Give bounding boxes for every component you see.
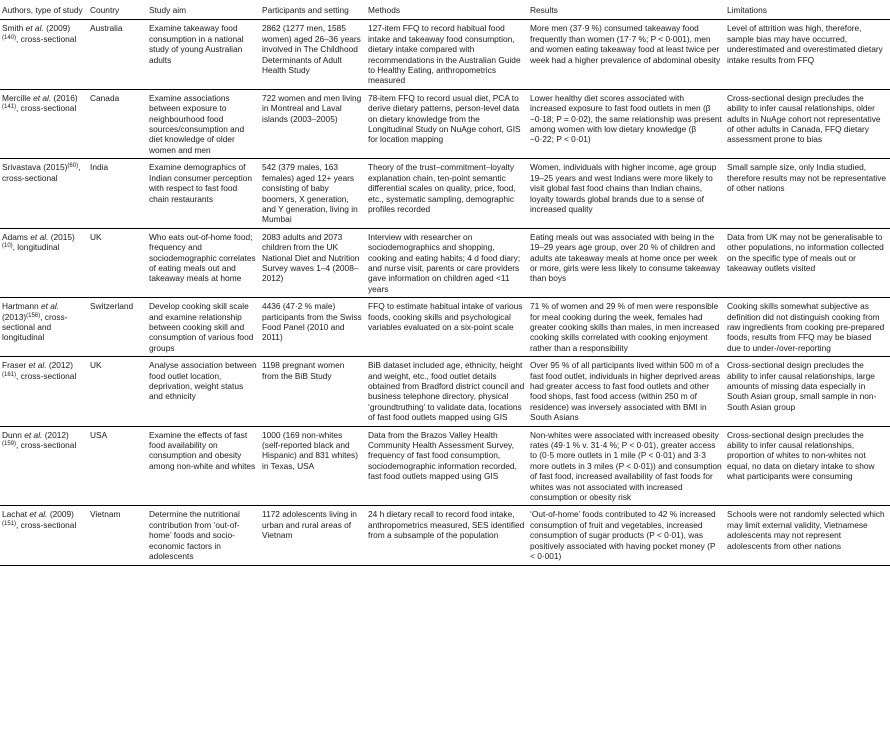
cell-participants: 722 women and men living in Montreal and Laval islands (2003–2005) [260, 89, 366, 158]
cell-limitations: Schools were not randomly selected which may limit external validity, Vietnamese adolescents may not represent adolescents from other nations [725, 506, 890, 565]
cell-limitations: Level of attrition was high, therefore, sample bias may have occurred, underestimated and overestimated dietary intake results from FFQ [725, 20, 890, 89]
cell-country: USA [88, 426, 147, 506]
study-design: , cross-sectional [16, 103, 77, 114]
cell-study-aim: Who eats out-of-home food; frequency and sociodemographic correlates of eating meals out and takeaway meals at home [147, 228, 260, 297]
cell-authors [0, 89, 88, 158]
table-header [0, 3, 890, 20]
author-etal: et al. [29, 509, 48, 520]
cell-country: India [88, 159, 147, 228]
study-year: (2013) [2, 311, 27, 322]
cell-authors [0, 357, 88, 426]
author-etal: et al. [30, 231, 49, 242]
cell-results: Over 95 % of all participants lived within 500 m of a fast food outlet, individuals in higher deprived areas had greater access to fast food outlets and other food shops, fast food access (within 250 m of residence) was inversely associated with BMI in South Asians [528, 357, 725, 426]
cell-methods: Data from the Brazos Valley Health Community Health Assessment Survey, frequency of fast food consumption, sociodemographic information recorded, fast food outlets mapped using GIS [366, 426, 528, 506]
cell-authors [0, 159, 88, 228]
author-etal: et al. [25, 23, 44, 34]
cell-participants: 542 (379 males, 163 females) aged 12+ years consisting of baby boomers, X generation, and Y generation, living in Mumbai [260, 159, 366, 228]
cell-methods: BiB dataset included age, ethnicity, height and weight, etc., food outlet details obtained from Bradford district council and business telephone directory, physical ‘groundtruthing’ to validate data, locations of fast food outlets mapped using GIS [366, 357, 528, 426]
cell-country: Vietnam [88, 506, 147, 565]
author-name: Adams [2, 231, 28, 242]
study-design: , cross-sectional and longitudinal [2, 311, 68, 343]
cell-participants: 1000 (169 non-whites (self-reported black and Hispanic) and 831 whites) in Texas, USA [260, 426, 366, 506]
header-row [0, 3, 890, 20]
author-etal: et al. [28, 360, 47, 371]
cell-results: ‘Out-of-home’ foods contributed to 42 % increased consumption of fruit and vegetables, increased consumption of sugar products (P < 0·01), was positively associated with having pocket money (P < 0·001) [528, 506, 725, 565]
study-design: , cross-sectional [2, 162, 81, 183]
cell-methods: Theory of the trust–commitment–loyalty explanation chain, ten-point semantic differential scales on quality, price, food, etc., systematic sampling, demographic profiles recorded [366, 159, 528, 228]
study-year: (2012) [48, 360, 73, 371]
table-row [0, 298, 890, 357]
cell-authors [0, 506, 88, 565]
study-design: , longitudinal [12, 242, 60, 253]
reference-number: (141) [2, 104, 17, 111]
author-name: Lachat [2, 509, 28, 520]
header-country: Country [88, 3, 147, 20]
study-year: (2009) [46, 23, 71, 34]
author-name: Fraser [2, 360, 27, 371]
cell-methods: 78-item FFQ to record usual diet, PCA to derive dietary patterns, person-level data on dietary knowledge from the Longitudinal Study on NuAge cohort, GIS for location mapping [366, 89, 528, 158]
table-row [0, 426, 890, 506]
cell-study-aim: Examine takeaway food consumption in a national study of young Australian adults [147, 20, 260, 89]
cell-study-aim: Analyse association between food outlet location, deprivation, weight status and ethnicity [147, 357, 260, 426]
cell-participants: 1172 adolescents living in urban and rural areas of Vietnam [260, 506, 366, 565]
cell-limitations: Cooking skills somewhat subjective as definition did not distinguish cooking from raw ingredients from cooking pre-prepared foods, results from FFQ may be biased due to under-/over-reporting [725, 298, 890, 357]
cell-study-aim: Examine demographics of Indian consumer perception with respect to fast food chain restaurants [147, 159, 260, 228]
table-row [0, 506, 890, 565]
cell-limitations: Small sample size, only India studied, therefore results may not be representative of other nations [725, 159, 890, 228]
study-year: (2016) [53, 92, 78, 103]
reference-number: (60) [67, 163, 79, 170]
cell-results: 71 % of women and 29 % of men were responsible for meal cooking during the week, females had greater cooking skills than males, in men increased cooking skills correlated with cooking enjoyment rather than a responsibility [528, 298, 725, 357]
cell-results: Women, individuals with higher income, age group 19–25 years and west Indians were more likely to visit global fast food chains than Indian chains, loyalty towards global brands due to a sense of increased quality [528, 159, 725, 228]
header-participants: Participants and setting [260, 3, 366, 20]
cell-study-aim: Examine associations between exposure to neighbourhood food sources/consumption and diet knowledge of older women and men [147, 89, 260, 158]
study-design: , cross-sectional [16, 519, 77, 530]
header-authors: Authors, type of study [0, 3, 88, 20]
cell-authors [0, 298, 88, 357]
reference-number: (151) [2, 520, 17, 527]
cell-limitations: Data from UK may not be generalisable to other populations, no information collected on the specific type of meals out or takeaway outlets visited [725, 228, 890, 297]
table-row [0, 89, 890, 158]
author-etal: et al. [40, 301, 60, 312]
cell-participants: 2862 (1277 men, 1585 women) aged 26–36 years involved in The Childhood Determinants of Adult Health Study [260, 20, 366, 89]
author-name: Hartmann [2, 301, 39, 312]
cell-methods: Interview with researcher on sociodemographics and shopping, cooking and eating habits; 4 d food diary; and nurse visit, parents or care providers gave information on children aged <11 years [366, 228, 528, 297]
cell-participants: 1198 pregnant women from the BiB Study [260, 357, 366, 426]
reference-number: (156) [26, 312, 41, 319]
cell-country: Canada [88, 89, 147, 158]
study-year: (2015) [50, 231, 75, 242]
reference-number: (10) [2, 243, 13, 250]
cell-authors [0, 228, 88, 297]
cell-methods: 24 h dietary recall to record food intake, anthropometrics measured, SES identified from a subsample of the population [366, 506, 528, 565]
cell-study-aim: Examine the effects of fast food availability on consumption and obesity among non-white and whites [147, 426, 260, 506]
author-name: Smith [2, 23, 24, 34]
cell-limitations: Cross-sectional design precludes the ability to infer causal relationships, proportion of whites to non-whites not equal, no data on dietary intake to show what participants were consuming [725, 426, 890, 506]
table-row [0, 357, 890, 426]
cell-limitations: Cross-sectional design precludes the ability to infer causal relationships, older adults in NuAge cohort not representative of other adults in Canada, FFQ dietary assessment prone to bias [725, 89, 890, 158]
author-etal: et al. [33, 92, 52, 103]
cell-authors [0, 20, 88, 89]
study-design: , cross-sectional [16, 33, 77, 44]
studies-table [0, 3, 890, 566]
header-study-aim: Study aim [147, 3, 260, 20]
study-year: (2015) [43, 162, 68, 173]
author-name: Srivastava [2, 162, 41, 173]
table-row [0, 20, 890, 89]
cell-results: Lower healthy diet scores associated with increased exposure to fast food outlets in men (β −0·18; P = 0·02), the same relationship was present among women with low dietary knowledge (β −0·22; P < 0·01) [528, 89, 725, 158]
cell-methods: 127-item FFQ to record habitual food intake and takeaway food consumption, dietary intake compared with recommendations in the Australian Guide to Healthy Eating, anthropometrics measured [366, 20, 528, 89]
cell-country: UK [88, 228, 147, 297]
cell-limitations: Cross-sectional design precludes the ability to infer causal relationships, large amounts of missing data especially in South Asian group, small sample in non-South Asian group [725, 357, 890, 426]
author-name: Dunn [2, 429, 22, 440]
cell-country: UK [88, 357, 147, 426]
cell-country: Australia [88, 20, 147, 89]
header-limitations: Limitations [725, 3, 890, 20]
cell-participants: 2083 adults and 2073 children from the UK National Diet and Nutrition Survey waves 1–4 (2008–2012) [260, 228, 366, 297]
author-etal: et al. [24, 429, 43, 440]
study-design: , cross-sectional [16, 370, 77, 381]
author-name: Mercille [2, 92, 31, 103]
reference-number: (161) [2, 371, 17, 378]
cell-authors [0, 426, 88, 506]
reference-number: (140) [2, 34, 17, 41]
table-row [0, 159, 890, 228]
cell-study-aim: Develop cooking skill scale and examine relationship between cooking skill and consumption of various food groups [147, 298, 260, 357]
table-body [0, 20, 890, 565]
study-design: , cross-sectional [16, 440, 77, 451]
cell-country: Switzerland [88, 298, 147, 357]
reference-number: (159) [2, 441, 17, 448]
cell-results: More men (37·9 %) consumed takeaway food frequently than women (17·7 %; P < 0·001), men and women eating takeaway food at least twice per week had a higher prevalence of abdominal obesity [528, 20, 725, 89]
cell-methods: FFQ to estimate habitual intake of various foods, cooking skills and psychological variables evaluated on a six-point scale [366, 298, 528, 357]
cell-results: Non-whites were associated with increased obesity rates (49·1 % v. 31·4 %; P < 0·01), greater access to (0·5 more outlets in 1 mile (P < 0·01) and 3·3 more outlets in 3 miles (P < 0·01)) and consumption of fast food, increased availability of fast foods for whites was not associated with increased consumption or obesity risk [528, 426, 725, 506]
header-results: Results [528, 3, 725, 20]
study-year: (2009) [49, 509, 74, 520]
cell-results: Eating meals out was associated with being in the 19–29 years age group, over 20 % of children and adults ate takeaway meals at home once per week or more, girls were less likely to consume takeaway than boys [528, 228, 725, 297]
table-row [0, 228, 890, 297]
header-methods: Methods [366, 3, 528, 20]
cell-study-aim: Determine the nutritional contribution from ‘out-of-home’ foods and socio-economic factors in adolescents [147, 506, 260, 565]
study-year: (2012) [44, 429, 69, 440]
cell-participants: 4436 (47·2 % male) participants from the Swiss Food Panel (2010 and 2011) [260, 298, 366, 357]
